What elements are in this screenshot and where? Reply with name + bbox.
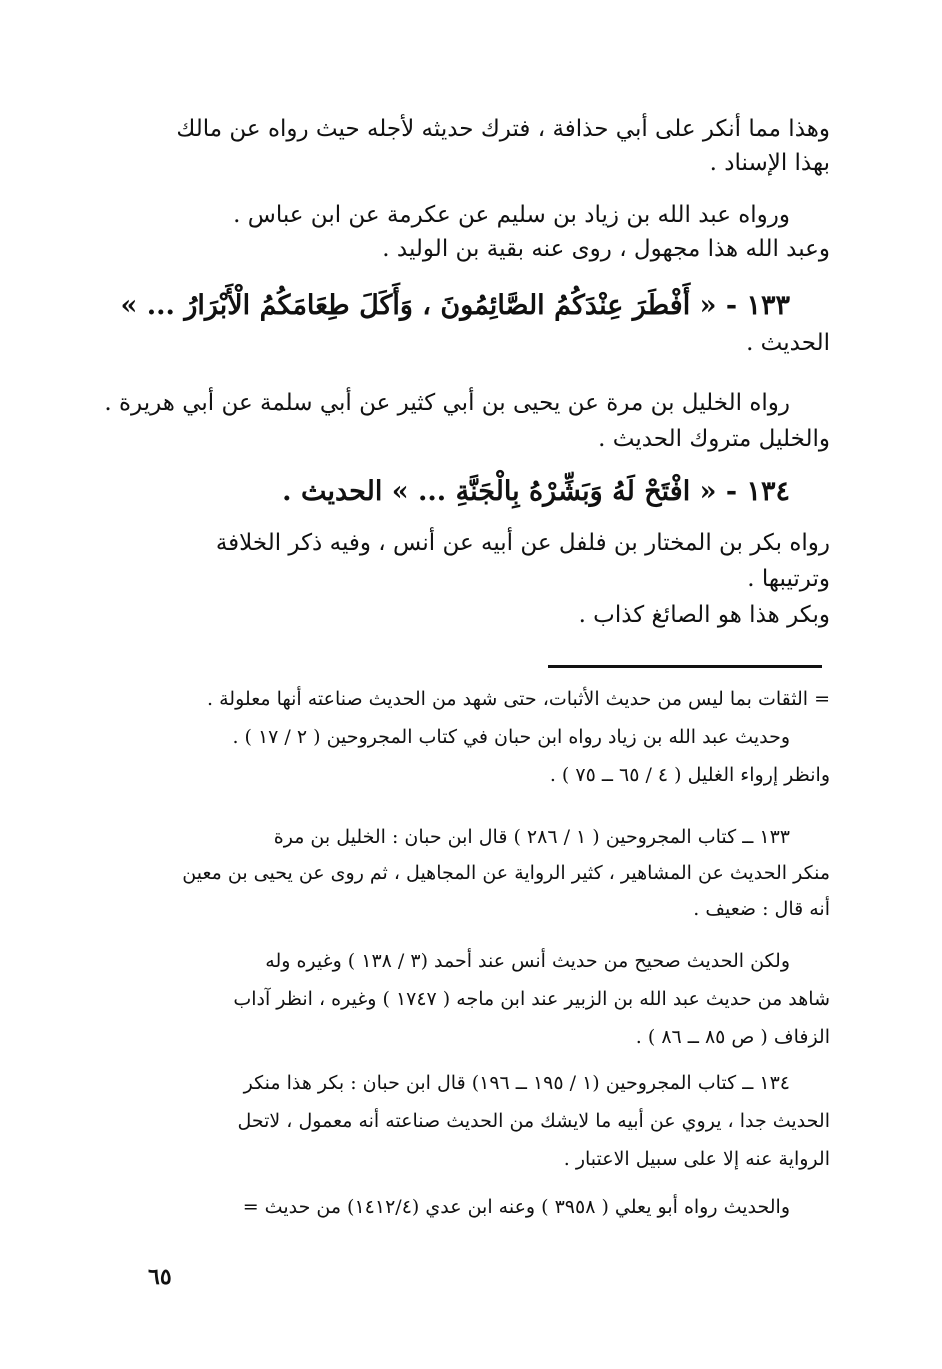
- text-line: وعبد الله هذا مجهول ، روى عنه بقية بن الوليد .: [382, 236, 830, 262]
- footnote-line: = الثقات بما ليس من حديث الأثبات، حتى شهد من الحديث صناعته أنها معلولة .: [207, 688, 830, 710]
- text-line: وهذا مما أنكر على أبي حذافة ، فترك حديثه لأجله حيث رواه عن مالك: [176, 116, 830, 142]
- hadith-heading: ١٣٤ - « افْتَحْ لَهُ وَبَشِّرْهُ بِالْجَنَّةِ ... » الحديث .: [282, 476, 790, 507]
- text-line: وترتيبها .: [747, 566, 830, 592]
- text-line: الحديث .: [746, 330, 830, 356]
- footnote-line: الحديث جدا ، يروي عن أبيه ما لايشك من الحديث صناعته أنه معمول ، لاتحل: [237, 1110, 830, 1132]
- footnote-block: [140, 950, 830, 1064]
- footnote-line: الزفاف ( ص ٨٥ ــ ٨٦ ) .: [635, 1026, 830, 1048]
- footnote-line: وانظر إرواء الغليل ( ٤ / ٦٥ ــ ٧٥ ) .: [549, 764, 830, 786]
- footnote-divider: [548, 665, 822, 668]
- main-paragraph: [140, 530, 830, 638]
- footnote-line: والحديث رواه أبو يعلي ( ٣٩٥٨ ) وعنه ابن عدي (١٤١٢/٤) من حديث =: [242, 1196, 790, 1218]
- text-line: بهذا الإسناد .: [709, 150, 830, 176]
- main-paragraph: [104, 390, 830, 460]
- hadith-heading-133: [120, 290, 830, 330]
- footnote-line: شاهد من حديث عبد الله بن الزبير عند ابن ماجه ( ١٧٤٧ ) وغيره ، انظر آداب: [233, 988, 830, 1010]
- footnote-line: أنه قال : ضعيف .: [693, 898, 830, 920]
- footnote-line: ١٣٤ ــ كتاب المجروحين (١ / ١٩٥ ــ ١٩٦) قال ابن حبان : بكر هذا منكر: [243, 1072, 790, 1094]
- footnote-line: الرواية عنه إلا على سبيل الاعتبار .: [563, 1148, 830, 1170]
- footnote-line: ١٣٣ ــ كتاب المجروحين ( ١ / ٢٨٦ ) قال ابن حبان : الخليل بن مرة: [273, 826, 790, 848]
- main-paragraph: [140, 116, 830, 184]
- main-paragraph: [140, 202, 830, 270]
- hadith-tail-133: [140, 330, 830, 364]
- text-line: رواه بكر بن المختار بن فلفل عن أبيه عن أنس ، وفيه ذكر الخلافة: [215, 530, 830, 556]
- page-number: ٦٥: [148, 1264, 172, 1290]
- footnote-133: [140, 826, 830, 934]
- footnote-line: منكر الحديث عن المشاهير ، كثير الرواية عن المجاهيل ، ثم روى عن يحيى بن معين: [182, 862, 830, 884]
- hadith-heading: ١٣٣ - « أَفْطَرَ عِنْدَكُمُ الصَّائِمُونَ ، وَأَكَلَ طِعَامَكُمُ الْأَبْرَارُ ... »: [120, 290, 790, 321]
- footnote-line: ولكن الحديث صحيح من حديث أنس عند أحمد (٣ / ١٣٨ ) وغيره وله: [265, 950, 790, 972]
- text-line: والخليل متروك الحديث .: [598, 426, 830, 452]
- text-line: ورواه عبد الله بن زياد بن سليم عن عكرمة عن ابن عباس .: [233, 202, 790, 228]
- text-line: رواه الخليل بن مرة عن يحيى بن أبي كثير عن أبي سلمة عن أبي هريرة .: [104, 390, 790, 416]
- footnote-block: [140, 688, 830, 802]
- footnote-block: [140, 1196, 830, 1234]
- hadith-heading-134: [140, 476, 830, 516]
- footnote-line: وحديث عبد الله بن زياد رواه ابن حبان في كتاب المجروحين ( ٢ / ١٧ ) .: [232, 726, 790, 748]
- footnote-134: [140, 1072, 830, 1186]
- text-line: وبكر هذا هو الصائغ كذاب .: [578, 602, 830, 628]
